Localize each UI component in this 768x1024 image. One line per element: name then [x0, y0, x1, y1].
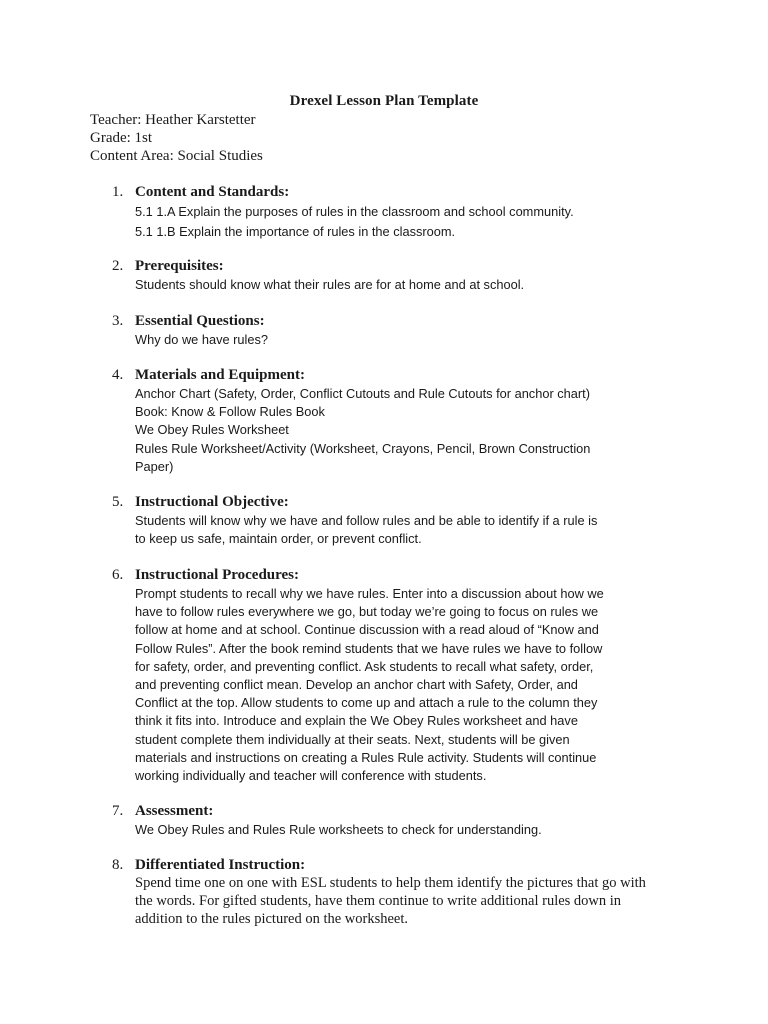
- section-body: [135, 202, 675, 241]
- teacher-line: Teacher: Heather Karstetter: [90, 112, 256, 128]
- body-line: and preventing conflict mean. Develop an anchor chart with Safety, Order, and: [135, 677, 578, 693]
- body-line: to keep us safe, maintain order, or prevent conflict.: [135, 531, 422, 547]
- body-line: Paper): [135, 458, 174, 474]
- body-line: We Obey Rules Worksheet: [135, 422, 289, 438]
- section-body: [135, 512, 675, 548]
- body-line: have to follow rules everywhere we go, but today we’re going to focus on rules we: [135, 604, 599, 620]
- body-line: Prompt students to recall why we have rules. Enter into a discussion about how we: [135, 586, 604, 601]
- body-line: Students will know why we have and follow rules and be able to identify if a rule is: [135, 513, 598, 528]
- body-line: working individually and teacher will conference with students.: [135, 768, 487, 784]
- body-line: addition to the rules pictured on the worksheet.: [135, 910, 409, 927]
- body-line: Rules Rule Worksheet/Activity (Worksheet, Crayons, Pencil, Brown Construction: [135, 440, 591, 456]
- body-line: the words. For gifted students, have them continue to write additional rules down in: [135, 892, 622, 909]
- body-line: Students should know what their rules are for at home and at school.: [135, 277, 525, 292]
- body-line: student complete them individually at their seats. Next, students will be given: [135, 731, 570, 747]
- section-heading: Instructional Objective:: [135, 494, 289, 510]
- section-body: [135, 821, 675, 839]
- body-line: Why do we have rules?: [135, 332, 269, 347]
- section-number: 8.: [112, 857, 124, 873]
- section-number: 7.: [112, 803, 124, 819]
- body-line: for safety, order, and preventing conflict. Ask students to recall what safety, order,: [135, 658, 594, 674]
- section-number: 5.: [112, 494, 124, 510]
- section-body: [135, 385, 675, 476]
- section-number: 3.: [112, 313, 124, 329]
- standard-line: 5.1 1.A Explain the purposes of rules in the classroom and school community.: [135, 204, 574, 219]
- section-body: [135, 875, 675, 928]
- body-line: follow at home and at school. Continue discussion with a read aloud of “Know and: [135, 622, 599, 638]
- section-body: [135, 585, 675, 785]
- body-line: Conflict at the top. Allow students to come up and attach a rule to the column they: [135, 695, 598, 711]
- section-heading: Prerequisites:: [135, 258, 224, 274]
- section-heading: Content and Standards:: [135, 184, 290, 200]
- document-title: Drexel Lesson Plan Template: [289, 93, 479, 109]
- section-heading: Assessment:: [135, 803, 214, 819]
- section-heading: Materials and Equipment:: [135, 367, 306, 383]
- body-line: materials and instructions on creating a Rules Rule activity. Students will continue: [135, 749, 597, 765]
- body-line: Anchor Chart (Safety, Order, Conflict Cutouts and Rule Cutouts for anchor chart): [135, 386, 590, 401]
- section-number: 1.: [112, 184, 124, 200]
- standard-line: 5.1 1.B Explain the importance of rules in the classroom.: [135, 223, 456, 239]
- section-body: [135, 331, 675, 349]
- body-line: think it fits into. Introduce and explain the We Obey Rules worksheet and have: [135, 713, 578, 729]
- grade-line: Grade: 1st: [90, 130, 153, 146]
- body-line: Spend time one on one with ESL students to help them identify the pictures that go with: [135, 875, 646, 891]
- section-number: 6.: [112, 567, 124, 583]
- body-line: We Obey Rules and Rules Rule worksheets to check for understanding.: [135, 822, 542, 837]
- section-heading: Essential Questions:: [135, 313, 265, 329]
- content-area-line: Content Area: Social Studies: [90, 148, 263, 164]
- section-number: 2.: [112, 258, 124, 274]
- body-line: Follow Rules”. After the book remind students that we have rules we have to follow: [135, 640, 603, 656]
- section-body: [135, 276, 675, 294]
- section-number: 4.: [112, 367, 124, 383]
- section-heading: Differentiated Instruction:: [135, 857, 306, 873]
- body-line: Book: Know & Follow Rules Book: [135, 404, 325, 420]
- section-heading: Instructional Procedures:: [135, 567, 300, 583]
